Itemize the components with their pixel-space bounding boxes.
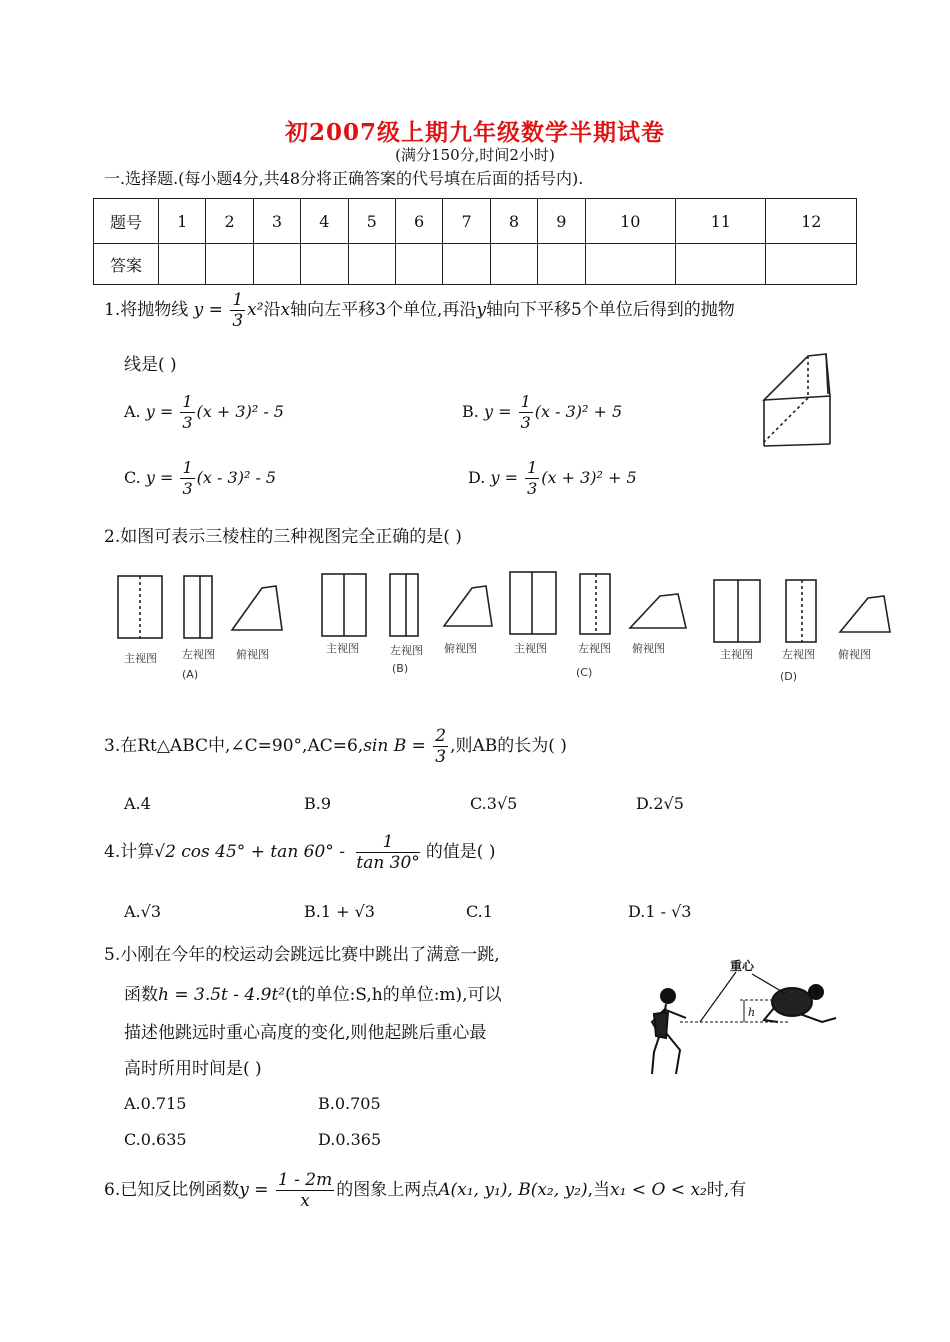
q3-option-a[interactable]: A.4 [124,794,151,813]
long-jump-figure [640,956,840,1086]
question-5-line4: 高时所用时间是( ) [124,1059,262,1079]
view-label: 俯视图 [632,642,665,655]
side-view-d [786,580,816,642]
question-5-line3: 描述他跳远时重心高度的变化,则他起跳后重心最 [124,1023,487,1043]
answer-table [93,198,857,285]
q5-option-a[interactable]: A.0.715 [124,1094,187,1113]
table-cell-number: 5 [348,199,395,244]
q3-option-c[interactable]: C.3√5 [470,794,518,813]
question-3: 3.在Rt△ABC中,∠C=90°,AC=6,sin B = $\frac{2}{3}$ ,则AB的长为( ) [104,726,567,767]
table-cell-number: 10 [585,199,675,244]
q1-option-b[interactable]: B. y = $\frac{1}{3}$ (x - 3)² + 5 [462,392,623,432]
view-label: 俯视图 [236,648,269,661]
side-view-a [184,576,212,638]
question-1-line2: 线是( ) [124,355,177,375]
view-label: 主视图 [720,648,753,661]
q3-option-b[interactable]: B.9 [304,794,332,813]
answer-cell[interactable] [766,244,857,285]
answer-cell[interactable] [676,244,766,285]
view-label: 左视图 [782,648,815,661]
table-cell-number: 8 [490,199,537,244]
question-5-line2: 函数h = 3.5t - 4.9t²(t的单位:S,h的单位:m),可以 [124,985,502,1005]
table-cell-number: 11 [676,199,766,244]
view-label: 主视图 [124,652,157,665]
answer-cell[interactable] [490,244,537,285]
group-label-b: (B) [392,662,409,675]
q1-option-c[interactable]: C. y = $\frac{1}{3}$ (x - 3)² - 5 [124,458,277,498]
table-row-answers [94,244,857,285]
q1-option-d[interactable]: D. y = $\frac{1}{3}$ (x + 3)² + 5 [468,458,637,498]
three-views-figure [100,566,900,686]
question-1: 1.将抛物线 y = $\frac{1}{3}$ x²沿x轴向左平移3个单位,再沿y轴向下平移5个单位后得到的抛物 [104,290,735,331]
answer-cell[interactable] [585,244,675,285]
answer-cell[interactable] [253,244,300,285]
question-2: 2.如图可表示三棱柱的三种视图完全正确的是( ) [104,527,462,547]
fraction: $\frac{1}{3}$ [232,290,244,331]
view-label: 俯视图 [838,648,871,661]
answer-cell[interactable] [348,244,395,285]
table-cell-number: 3 [253,199,300,244]
section-heading: 一.选择题.(每小题4分,共48分将正确答案的代号填在后面的括号内). [104,169,584,188]
view-label: 左视图 [182,648,215,661]
answer-cell[interactable] [206,244,253,285]
table-answer-label: 答案 [94,244,159,285]
top-view-c [630,594,686,628]
q3-option-d[interactable]: D.2√5 [636,794,684,813]
table-cell-number: 7 [443,199,490,244]
answer-cell[interactable] [301,244,348,285]
q4-option-d[interactable]: D.1 - √3 [628,902,692,921]
q4-option-c[interactable]: C.1 [466,902,493,921]
answer-cell[interactable] [538,244,585,285]
answer-cell[interactable] [159,244,206,285]
q4-option-b[interactable]: B.1 + √3 [304,902,375,921]
question-4: 4.计算√2 cos 45° + tan 60° - $\frac{1}{\tan 30^\circ}$ 的值是( ) [104,832,496,873]
question-5-line1: 5.小刚在今年的校运动会跳远比赛中跳出了满意一跳, [104,945,500,965]
table-cell-number: 1 [159,199,206,244]
q4-option-a[interactable]: A.√3 [124,902,162,921]
q1-option-a[interactable]: A. y = $\frac{1}{3}$ (x + 3)² - 5 [124,392,284,432]
answer-cell[interactable] [443,244,490,285]
height-label: h [748,1006,756,1019]
question-6: 6.已知反比例函数y = $\frac{1 - 2m}{x}$ 的图象上两点A(x₁, y₁), B(x₂, y₂),当x₁ < O < x₂时,有 [104,1170,747,1211]
view-label: 左视图 [578,642,611,655]
prism-figure [758,352,838,452]
group-label-c: (C) [576,666,593,679]
page-title: 初2007级上期九年级数学半期试卷 [284,119,665,146]
table-header-label: 题号 [94,199,159,244]
table-cell-number: 2 [206,199,253,244]
side-view-b [390,574,418,636]
table-cell-number: 6 [395,199,442,244]
q5-option-b[interactable]: B.0.705 [318,1094,381,1113]
q5-option-d[interactable]: D.0.365 [318,1130,382,1149]
view-label: 主视图 [514,642,547,655]
view-label: 俯视图 [444,642,477,655]
front-view-d [714,580,760,642]
group-label-d: (D) [780,670,798,683]
answer-cell[interactable] [395,244,442,285]
group-label-a: (A) [182,668,199,681]
table-cell-number: 9 [538,199,585,244]
front-view-c [510,572,556,634]
table-row-numbers [94,199,857,244]
page-subtitle: (满分150分,时间2小时) [395,146,555,164]
q5-option-c[interactable]: C.0.635 [124,1130,187,1149]
top-view-d [840,596,890,632]
view-label: 主视图 [326,642,359,655]
side-view-c [580,574,610,634]
table-cell-number: 12 [766,199,857,244]
view-label: 左视图 [390,644,423,657]
table-cell-number: 4 [301,199,348,244]
top-view-b [444,586,492,626]
center-of-gravity-label: 重心 [730,959,755,973]
top-view-a [232,586,282,630]
